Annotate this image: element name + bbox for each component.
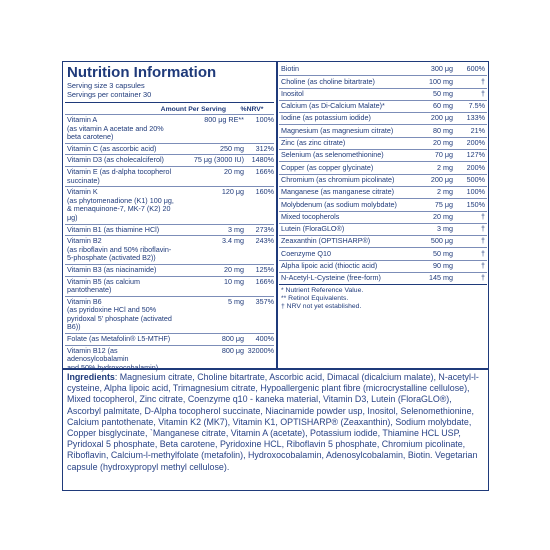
amount-cell: 300 μg: [430, 64, 453, 74]
amount-cell: 145 mg: [429, 273, 453, 283]
table-row: [279, 174, 487, 186]
nutrient-source: (as riboflavin and 50% riboflavin-5-phosphate (activated B2)): [67, 244, 172, 263]
nutrient-cell: [65, 167, 176, 186]
nutrient-name: Molybdenum (as sodium molybdate): [281, 200, 397, 209]
nutrient-name: Vitamin C (as ascorbic acid): [67, 143, 157, 153]
nutrient-name: Vitamin K: [67, 187, 98, 197]
table-row: [279, 149, 487, 161]
nrv-cell: 400%: [255, 334, 274, 344]
nrv-cell: †: [481, 261, 485, 270]
nrv-cell: 1480%: [251, 155, 274, 165]
amount-cell: 120 μg: [221, 187, 244, 197]
column-divider: [276, 62, 278, 368]
nutrient-name: Choline (as choline bitartrate): [281, 77, 375, 86]
nrv-cell: 160%: [255, 187, 274, 197]
table-header: [65, 102, 274, 114]
table-row: [65, 114, 274, 143]
amount-cell: 20 mg: [433, 211, 453, 221]
nrv-header: %NRV*: [240, 105, 264, 113]
amount-cell: 90 mg: [433, 261, 453, 270]
servings-per-container: Servings per container 30: [67, 90, 152, 99]
nutrient-name: Vitamin B3 (as niacinamide): [67, 264, 157, 274]
amount-cell: 200 μg: [430, 113, 453, 123]
nutrient-name: Vitamin A: [67, 115, 98, 124]
amount-cell: 50 mg: [433, 88, 453, 98]
amount-cell: 500 μg: [430, 236, 453, 246]
nutrient-name: Zinc (as zinc citrate): [281, 139, 346, 148]
nutrient-name: Vitamin B1 (as thiamine HCl): [67, 224, 160, 234]
left-rows: [65, 114, 274, 373]
nrv-cell: 100%: [255, 115, 274, 124]
nutrient-cell: [65, 265, 176, 276]
amount-cell: 60 mg: [433, 101, 453, 111]
nrv-cell: †: [481, 76, 485, 86]
nutrient-name: N-Acetyl-L-Cysteine (free-form): [281, 274, 381, 283]
table-row: [65, 333, 274, 345]
table-row: [65, 143, 274, 155]
amount-cell: 2 mg: [437, 187, 453, 197]
nrv-cell: 312%: [255, 143, 274, 153]
amount-cell: 20 mg: [224, 166, 244, 176]
table-row: [65, 224, 274, 236]
nutrient-cell: [65, 225, 176, 236]
amount-cell: 3 mg: [228, 224, 244, 234]
table-row: [279, 235, 487, 247]
nutrient-cell: [65, 144, 176, 155]
table-row: [279, 124, 487, 136]
nrv-cell: †: [481, 88, 485, 98]
nutrient-name: Zeaxanthin (OPTISHARP®): [281, 237, 371, 246]
nrv-cell: 273%: [255, 224, 274, 234]
amount-header: Amount Per Serving: [160, 105, 226, 113]
table-row: [279, 137, 487, 149]
nrv-cell: †: [481, 224, 485, 234]
table-row: [279, 64, 487, 75]
ingredients-text: : Magnesium citrate, Choline bitartrate, Ascorbic acid, Dimacal (dicalcium malate), N-acetyl-l-cysteine, Alpha lipoic acid, Trimagnesium citrate, Hypoallergenic plant fibre (microcrystalline cellulose), Mixed tocopherol, Zinc citrate, Coenzyme q10 - kaneka material, Vitamin D3, Lutein (FloraGLO®), Ascorbyl palmitate, D-Alpha tocopherol succinate, Niacinamide powder usp, Inositol, Selenomethionine, Calcium pantothenate, Vitamin K2 (MK7), Vitamin K1, OPTISHARP® (Zeaxanthin), Sodium molybdate, Copper bisglycinate, `Manganese citrate, Vitamin A (acetate), Potassium iodide, Thiamine HCL USP, Pyridoxal 5 phosphate, Beta carotene, Pyridoxine HCL, Riboflavin 5 phosphate, Chromium picolinate, Riboflavin, Calcium-l-methylfolate (metafolin), Hydroxocobalamin, Adenosylcobalamin, Biotin. Vegetarian capsule (hydroxypropyl methyl cellulose).: [67, 372, 479, 472]
table-row: [279, 223, 487, 235]
nrv-cell: †: [481, 211, 485, 221]
table-row: [65, 264, 274, 276]
amount-cell: 100 mg: [429, 76, 453, 86]
nutrient-name: Biotin: [281, 65, 299, 74]
nutrient-source: (as vitamin A acetate and 20% beta carotene): [67, 123, 164, 142]
nutrient-name: Chromium (as chromium picolinate): [281, 175, 395, 184]
table-row: [279, 260, 487, 272]
nrv-cell: 100%: [466, 187, 485, 197]
right-rows: [279, 64, 487, 284]
table-row: [279, 112, 487, 124]
nrv-cell: 21%: [470, 125, 485, 135]
amount-cell: 75 μg (3000 IU): [193, 155, 244, 165]
nrv-cell: †: [481, 273, 485, 283]
nutrient-name: Vitamin B2: [67, 236, 102, 246]
nutrient-name: Mixed tocopherols: [281, 212, 340, 221]
amount-cell: 75 μg: [434, 199, 453, 209]
nutrient-name: Calcium (as Di-Calcium Malate)*: [281, 102, 385, 111]
nutrient-name: Vitamin B5 (as calcium pantothenate): [67, 276, 140, 295]
table-row: [279, 75, 487, 87]
amount-cell: 200 μg: [430, 174, 453, 184]
nrv-cell: 500%: [466, 174, 485, 184]
nutrient-name: Copper (as copper glycinate): [281, 163, 374, 172]
nutrient-name: Vitamin B12 (as adenosylcobalamin: [67, 345, 129, 364]
amount-cell: 800 μg: [221, 334, 244, 344]
nrv-cell: †: [481, 236, 485, 246]
nutrient-name: Inositol: [281, 89, 304, 98]
nutrient-name: Coenzyme Q10: [281, 249, 331, 258]
nutrient-cell: [65, 115, 176, 143]
ingredients-divider: [63, 368, 488, 370]
nutrient-name: Vitamin B6: [67, 296, 102, 306]
nutrient-source: (as pyridoxine HCl and 50% pyridoxal 5' phosphate (activated B6)): [67, 305, 172, 332]
table-row: [65, 296, 274, 333]
amount-cell: 10 mg: [224, 276, 244, 286]
footnote: * Nutrient Reference Value.: [281, 287, 364, 295]
serving-size: Serving size 3 capsules: [67, 81, 145, 90]
panel-title: Nutrition Information: [67, 64, 217, 81]
nrv-cell: 200%: [466, 162, 485, 172]
nrv-cell: 7.5%: [468, 101, 485, 111]
table-row: [279, 100, 487, 112]
nrv-cell: 125%: [255, 264, 274, 274]
nutrient-name: Vitamin D3 (as cholecalciferol): [67, 155, 164, 165]
amount-cell: 50 mg: [433, 248, 453, 258]
nrv-cell: 133%: [466, 113, 485, 123]
nrv-cell: 127%: [466, 150, 485, 160]
nutrition-panel: [62, 61, 489, 491]
nutrient-cell: [65, 155, 176, 166]
amount-cell: 80 mg: [433, 125, 453, 135]
nutrient-name: Magnesium (as magnesium citrate): [281, 126, 394, 135]
table-row: [65, 235, 274, 264]
amount-cell: 3 mg: [437, 224, 453, 234]
right-column: [279, 64, 487, 311]
table-row: [279, 247, 487, 259]
nutrient-source: (as phytomenadione (K1) 100 μg, & menaquinone-7, MK-7 (K2) 20 μg): [67, 195, 174, 222]
nrv-cell: 357%: [255, 296, 274, 306]
table-row: [279, 161, 487, 173]
amount-cell: 3.4 mg: [222, 236, 244, 246]
amount-cell: 70 μg: [434, 150, 453, 160]
amount-cell: 20 mg: [224, 264, 244, 274]
amount-cell: 2 mg: [437, 162, 453, 172]
nutrient-cell: [65, 187, 176, 223]
amount-cell: 5 mg: [228, 296, 244, 306]
nutrient-name: Vitamin E (as d-alpha tocopherol succinate): [67, 166, 172, 185]
nrv-cell: 150%: [466, 199, 485, 209]
nrv-cell: 243%: [255, 236, 274, 246]
table-row: [279, 272, 487, 284]
table-row: [279, 211, 487, 223]
nutrient-cell: [65, 334, 176, 345]
left-column: [65, 64, 274, 373]
nrv-cell: 32000%: [247, 345, 274, 355]
nutrient-name: Folate (as Metafolin® L5-MTHF): [67, 334, 171, 344]
table-row: [65, 186, 274, 223]
footnote: † NRV not yet established.: [281, 303, 362, 311]
table-row: [279, 88, 487, 100]
nutrient-name: Manganese (as manganese citrate): [281, 188, 395, 197]
table-row: [279, 198, 487, 210]
amount-cell: 800 μg RE**: [204, 115, 244, 124]
nrv-cell: 166%: [255, 276, 274, 286]
amount-cell: 800 μg: [221, 345, 244, 355]
nrv-cell: †: [481, 248, 485, 258]
nutrient-name: Lutein (FloraGLO®): [281, 225, 345, 234]
amount-cell: 250 mg: [220, 143, 244, 153]
table-row: [65, 154, 274, 166]
table-row: [65, 276, 274, 296]
table-row: [279, 186, 487, 198]
nrv-cell: 600%: [466, 64, 485, 74]
nutrient-name: Alpha lipoic acid (thioctic acid): [281, 262, 378, 270]
footnotes: [279, 284, 487, 311]
ingredients-section: [67, 372, 483, 473]
ingredients-label: Ingredients: [67, 372, 115, 382]
table-row: [65, 166, 274, 186]
nrv-cell: 200%: [466, 138, 485, 148]
amount-cell: 20 mg: [433, 138, 453, 148]
nutrient-cell: [65, 277, 176, 296]
footnote: ** Retinol Equivalents.: [281, 295, 349, 303]
nutrient-name: Iodine (as potassium iodide): [281, 114, 371, 123]
nutrient-cell: [65, 236, 176, 264]
nutrient-cell: [65, 297, 176, 333]
nrv-cell: 166%: [255, 166, 274, 176]
nutrient-name: Selenium (as selenomethionine): [281, 151, 384, 160]
